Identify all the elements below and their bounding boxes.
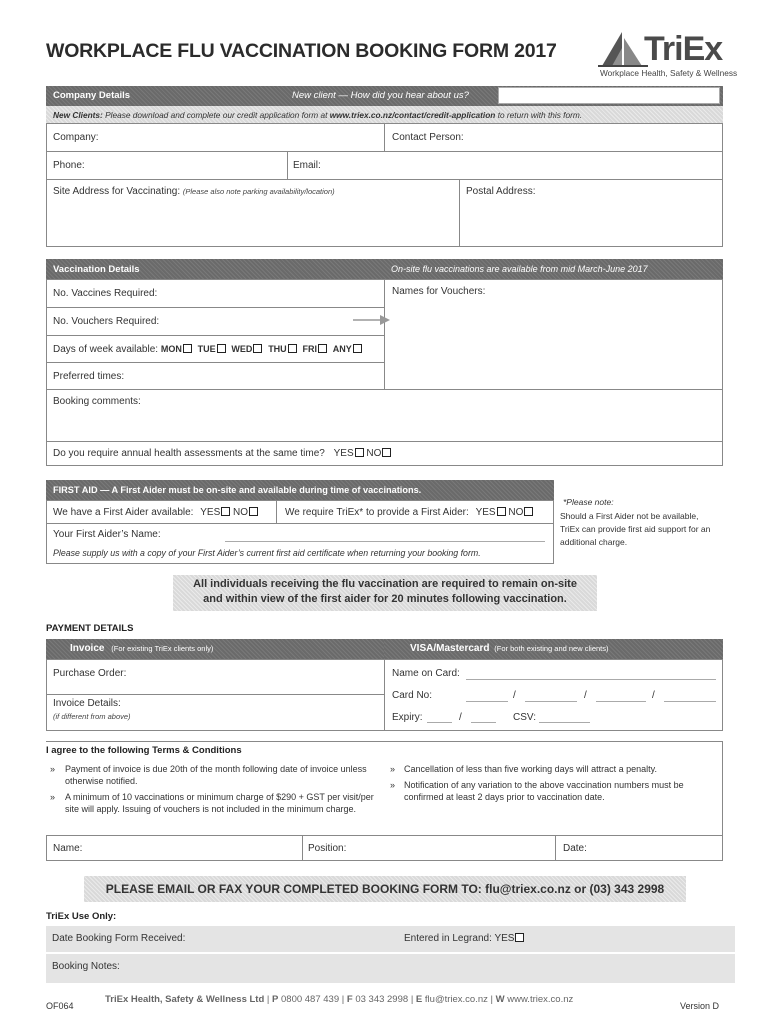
have-no-option[interactable]: NO	[233, 507, 258, 518]
checkbox[interactable]	[288, 344, 297, 353]
invoice-hint: (For existing TriEx clients only)	[111, 644, 214, 653]
booking-comments-field[interactable]: Booking comments:	[53, 396, 141, 407]
require-yes-option[interactable]: YES	[476, 507, 506, 518]
expiry-slash: /	[459, 712, 462, 723]
terms-item: Cancellation of less than five working days will attract a penalty.	[404, 764, 657, 774]
checkbox[interactable]	[382, 448, 391, 457]
csv-field[interactable]: CSV:	[513, 712, 536, 723]
require-no-option[interactable]: NO	[508, 507, 533, 518]
voucher-names-field[interactable]: Names for Vouchers:	[392, 286, 486, 297]
health-yes-option[interactable]: YES	[334, 448, 364, 459]
terms-bullet-marker: »	[390, 764, 396, 774]
visa-title: VISA/Mastercard	[410, 643, 490, 654]
postal-address-field[interactable]: Postal Address:	[466, 186, 536, 197]
phone-field[interactable]: Phone:	[53, 160, 85, 171]
legrand-label: Entered in Legrand: YES	[404, 933, 515, 944]
have-first-aider-row	[53, 507, 258, 518]
invoice-title-row	[70, 643, 213, 654]
vaccines-required-field[interactable]: No. Vaccines Required:	[53, 288, 158, 299]
footer-separator: |	[490, 994, 493, 1005]
terms-bullet-marker: »	[50, 764, 56, 774]
signatory-name-field[interactable]: Name:	[53, 843, 83, 854]
day-wed[interactable]: WED	[231, 344, 262, 354]
email-field[interactable]: Email:	[293, 160, 321, 171]
checkbox[interactable]	[497, 507, 506, 516]
site-address-hint: (Please also note parking availability/location)	[182, 187, 335, 196]
vouchers-required-field[interactable]: No. Vouchers Required:	[53, 316, 160, 327]
days-available-row	[53, 344, 362, 355]
footer-email[interactable]: flu@triex.co.nz	[424, 994, 488, 1005]
checkbox[interactable]	[183, 344, 192, 353]
office-use-title: TriEx Use Only:	[46, 911, 117, 922]
day-mon[interactable]: MON	[161, 344, 192, 354]
new-clients-note	[53, 110, 582, 120]
checkbox[interactable]	[249, 507, 258, 516]
contact-person-field[interactable]: Contact Person:	[392, 132, 464, 143]
payment-details-title: PAYMENT DETAILS	[46, 623, 134, 634]
credit-application-link[interactable]: www.triex.co.nz/contact/credit-application	[329, 110, 496, 120]
triex-logo-icon	[598, 28, 650, 68]
date-received-field[interactable]: Date Booking Form Received:	[52, 933, 186, 944]
new-clients-tail: to return with this form.	[495, 110, 583, 120]
day-any[interactable]: ANY	[333, 344, 362, 354]
first-aid-supply-note: Please supply us with a copy of your First Aider’s current first aid certificate when returning your booking form.	[53, 548, 481, 558]
first-aider-name-field[interactable]: Your First Aider’s Name:	[53, 529, 161, 540]
footer-website[interactable]: www.triex.co.nz	[507, 994, 574, 1005]
footer-separator: |	[266, 994, 270, 1005]
footer-phone-label: P	[272, 994, 279, 1005]
day-thu[interactable]: THU	[268, 344, 297, 354]
card-number-field[interactable]: Card No:	[392, 690, 433, 701]
version-label: Version D	[680, 1001, 720, 1011]
first-aid-title: FIRST AID — A First Aider must be on-site and available during time of vaccinations.	[53, 485, 422, 495]
availability-note: On-site flu vaccinations are available from mid March-June 2017	[391, 264, 648, 274]
health-assessment-row	[53, 448, 391, 459]
day-tue[interactable]: TUE	[198, 344, 226, 354]
visa-title-row	[410, 643, 609, 654]
terms-item: Notification of any variation to the above vaccination numbers must be confirmed at least 2 days prior to vaccination date.	[404, 780, 684, 802]
footer-phone[interactable]: 0800 487 439	[281, 994, 340, 1005]
signatory-date-field[interactable]: Date:	[563, 843, 587, 854]
footer-fax-label: F	[346, 994, 353, 1005]
footer-website-label: W	[495, 994, 505, 1005]
new-clients-label: New Clients:	[53, 110, 103, 120]
checkbox[interactable]	[253, 344, 262, 353]
footer-email-label: E	[415, 994, 423, 1005]
logo-subtitle: Workplace Health, Safety & Wellness	[600, 68, 738, 78]
how-did-you-hear-input[interactable]	[498, 87, 720, 104]
health-question: Do you require annual health assessments at the same time?	[53, 448, 325, 459]
legrand-field[interactable]	[404, 933, 524, 944]
invoice-title: Invoice	[70, 643, 105, 654]
checkbox[interactable]	[524, 507, 533, 516]
checkbox[interactable]	[217, 344, 226, 353]
expiry-field[interactable]: Expiry:	[392, 712, 423, 723]
require-first-aider-label: We require TriEx* to provide a First Aider:	[285, 507, 469, 518]
card-slash: /	[652, 690, 655, 701]
vaccination-details-title: Vaccination Details	[53, 264, 140, 275]
form-code: OF064	[46, 1001, 74, 1011]
checkbox[interactable]	[355, 448, 364, 457]
terms-bullet-marker: »	[390, 780, 396, 790]
terms-title: I agree to the following Terms & Conditions	[46, 745, 242, 756]
signatory-position-field[interactable]: Position:	[308, 843, 347, 854]
preferred-times-field[interactable]: Preferred times:	[53, 371, 125, 382]
company-field[interactable]: Company:	[53, 132, 99, 143]
checkbox[interactable]	[318, 344, 327, 353]
checkbox[interactable]	[221, 507, 230, 516]
day-fri[interactable]: FRI	[302, 344, 327, 354]
invoice-details-field[interactable]: Invoice Details:	[53, 698, 121, 709]
terms-item: A minimum of 10 vaccinations or minimum charge of $290 + GST per visit/per site will apply. Issuing of vouchers is not included in the minimum charge.	[65, 792, 374, 814]
new-clients-text: Please download and complete our credit application form at	[102, 110, 330, 120]
booking-notes-field[interactable]: Booking Notes:	[52, 961, 120, 972]
name-on-card-field[interactable]: Name on Card:	[392, 668, 460, 679]
require-first-aider-row	[285, 507, 533, 518]
footer-separator: |	[341, 994, 345, 1005]
checkbox[interactable]	[353, 344, 362, 353]
email-banner-text: PLEASE EMAIL OR FAX YOUR COMPLETED BOOKING FORM TO: flu@triex.co.nz or (03) 343 2998	[105, 882, 665, 896]
footer-company: TriEx Health, Safety & Wellness Ltd	[105, 994, 265, 1005]
purchase-order-field[interactable]: Purchase Order:	[53, 668, 127, 679]
page-title: WORKPLACE FLU VACCINATION BOOKING FORM 2017	[46, 40, 557, 62]
first-aid-side-note: Should a First Aider not be available, TriEx can provide first aid support for an additional charge.	[560, 511, 711, 547]
footer-contact-line	[105, 994, 573, 1005]
new-client-prompt: New client — How did you hear about us?	[292, 90, 469, 101]
footer-separator: |	[410, 994, 414, 1005]
have-yes-option[interactable]: YES	[200, 507, 230, 518]
invoice-details-hint: (if different from above)	[53, 712, 131, 721]
footer-fax[interactable]: 03 343 2998	[355, 994, 409, 1005]
site-address-field[interactable]	[53, 186, 335, 197]
terms-bullet-marker: »	[50, 792, 56, 802]
have-first-aider-label: We have a First Aider available:	[53, 507, 194, 518]
visa-hint: (For both existing and new clients)	[494, 644, 609, 653]
card-slash: /	[513, 690, 516, 701]
please-note: *Please note:	[563, 497, 614, 507]
arrow-right-icon	[353, 314, 391, 326]
terms-item: Payment of invoice is due 20th of the month following date of invoice unless otherwise notified.	[65, 764, 367, 786]
logo-wordmark: TriEx	[644, 30, 723, 68]
days-label: Days of week available:	[53, 344, 159, 355]
notice-line-2: and within view of the first aider for 20 minutes following vaccination.	[203, 593, 567, 605]
site-address-label: Site Address for Vaccinating:	[53, 186, 181, 197]
company-details-title: Company Details	[53, 90, 131, 101]
card-slash: /	[584, 690, 587, 701]
checkbox[interactable]	[515, 933, 524, 942]
notice-line-1: All individuals receiving the flu vaccination are required to remain on-site	[193, 578, 577, 590]
health-no-option[interactable]: NO	[366, 448, 391, 459]
